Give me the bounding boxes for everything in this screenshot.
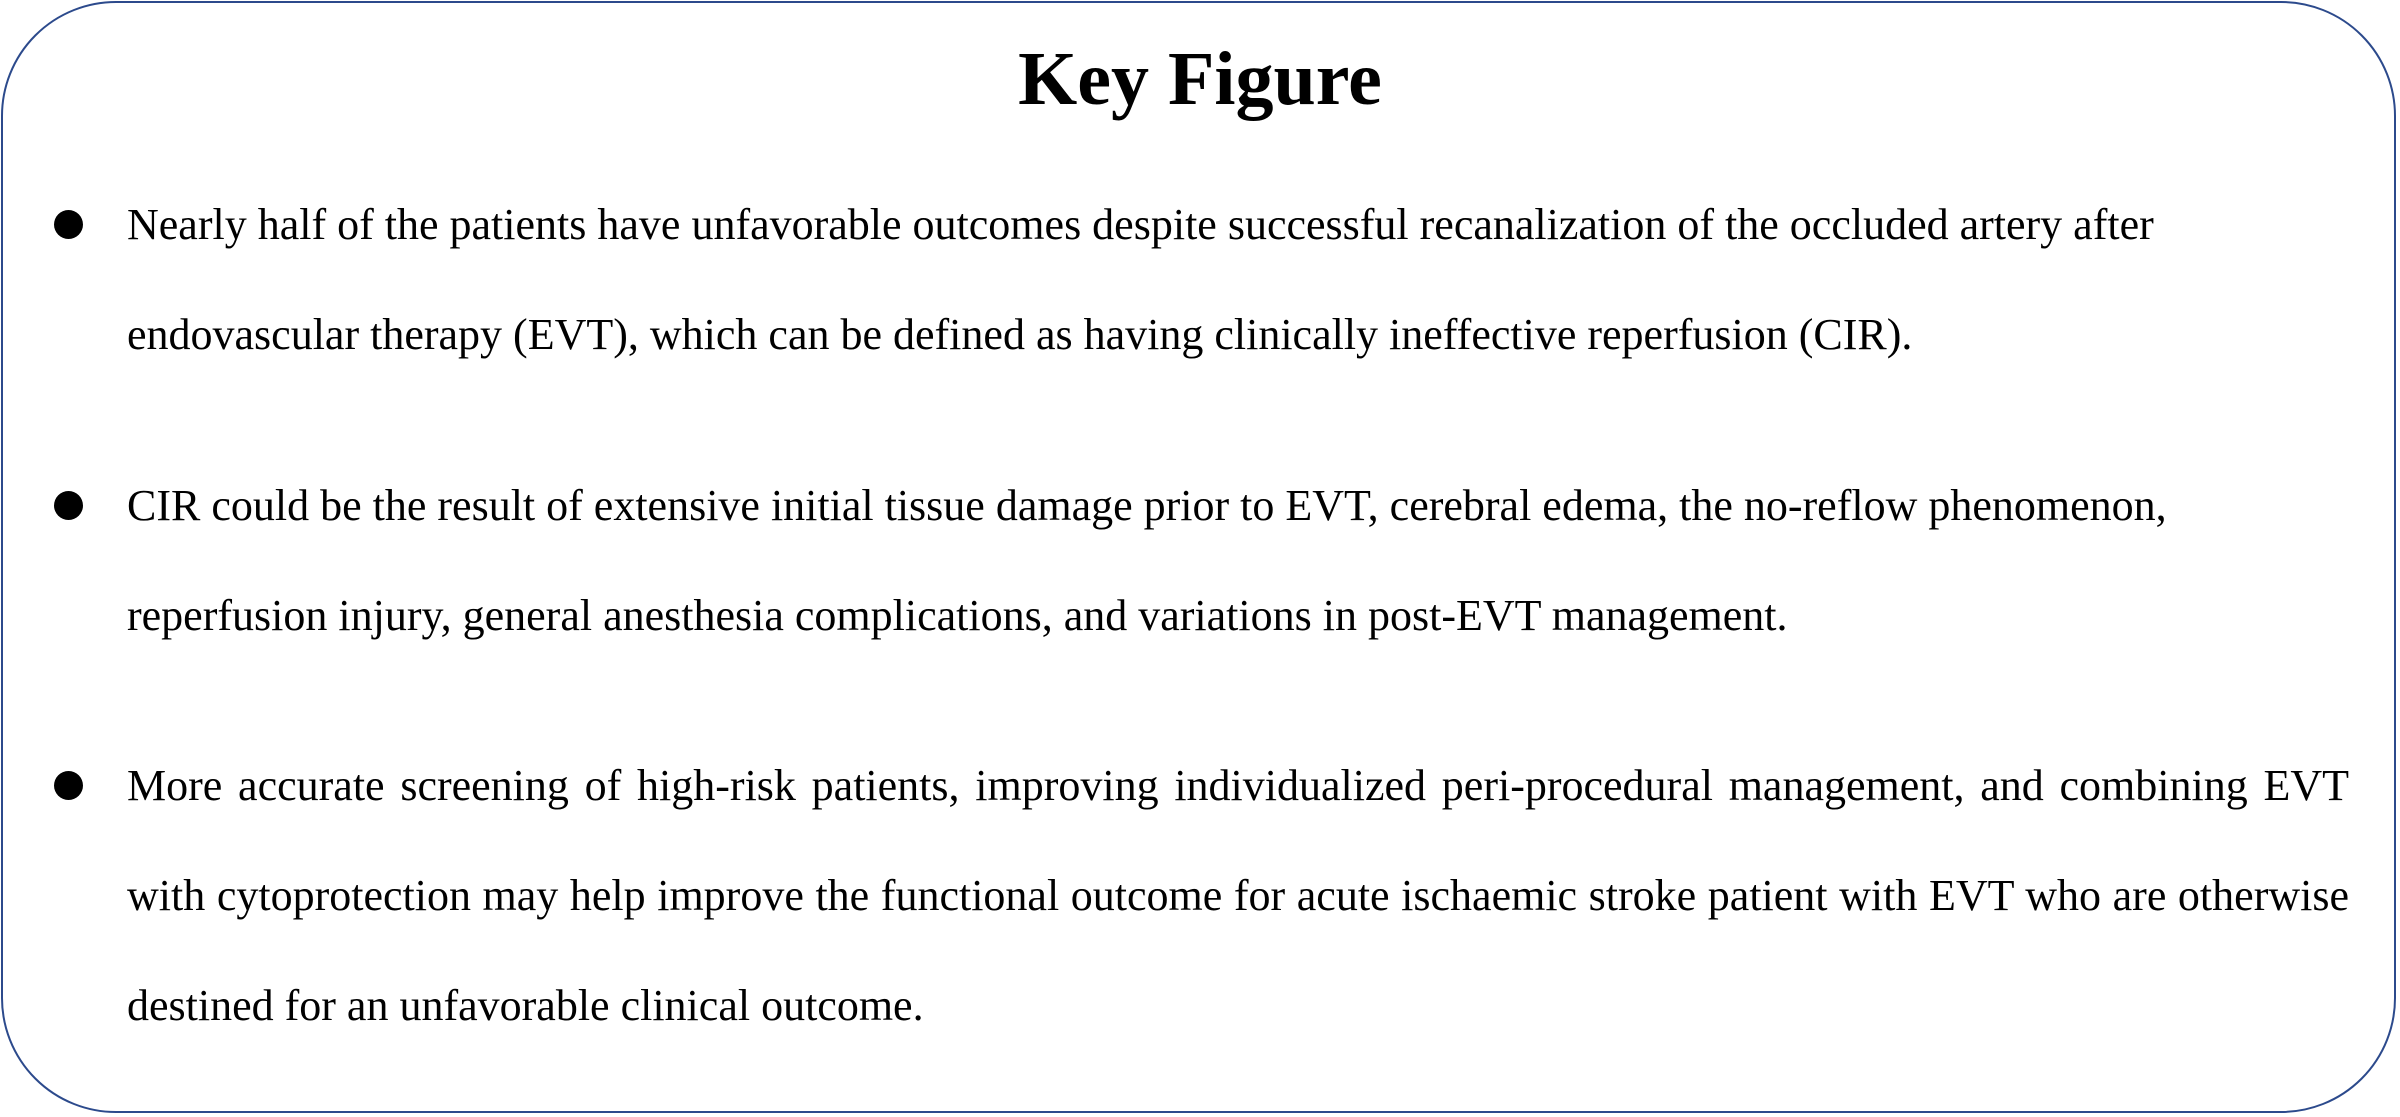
page-title: Key Figure xyxy=(1018,37,1382,121)
bullet-text: Nearly half of the patients have unfavorable outcomes despite successful recanalization of the occluded artery after endovascular therapy (EVT), which can be defined as having clinically ineffective reperfusion (CIR). xyxy=(127,200,2154,359)
bullet-text: More accurate screening of high-risk patients, improving individualized peri-procedural management, and combining EVT with cytoprotection may help improve the functional outcome for acute ischaemic stroke patient with EVT who are otherwise destined for an unfavorable clinical outcome. xyxy=(127,761,2349,1030)
bullet-dot-icon xyxy=(54,210,83,239)
bullet-text: CIR could be the result of extensive initial tissue damage prior to EVT, cerebral edema, the no-reflow phenomenon, reperfusion injury, general anesthesia complications, and variations in post-EVT management. xyxy=(127,481,2167,640)
bullet-dot-icon xyxy=(54,771,83,800)
bullet-dot-icon xyxy=(54,491,83,520)
